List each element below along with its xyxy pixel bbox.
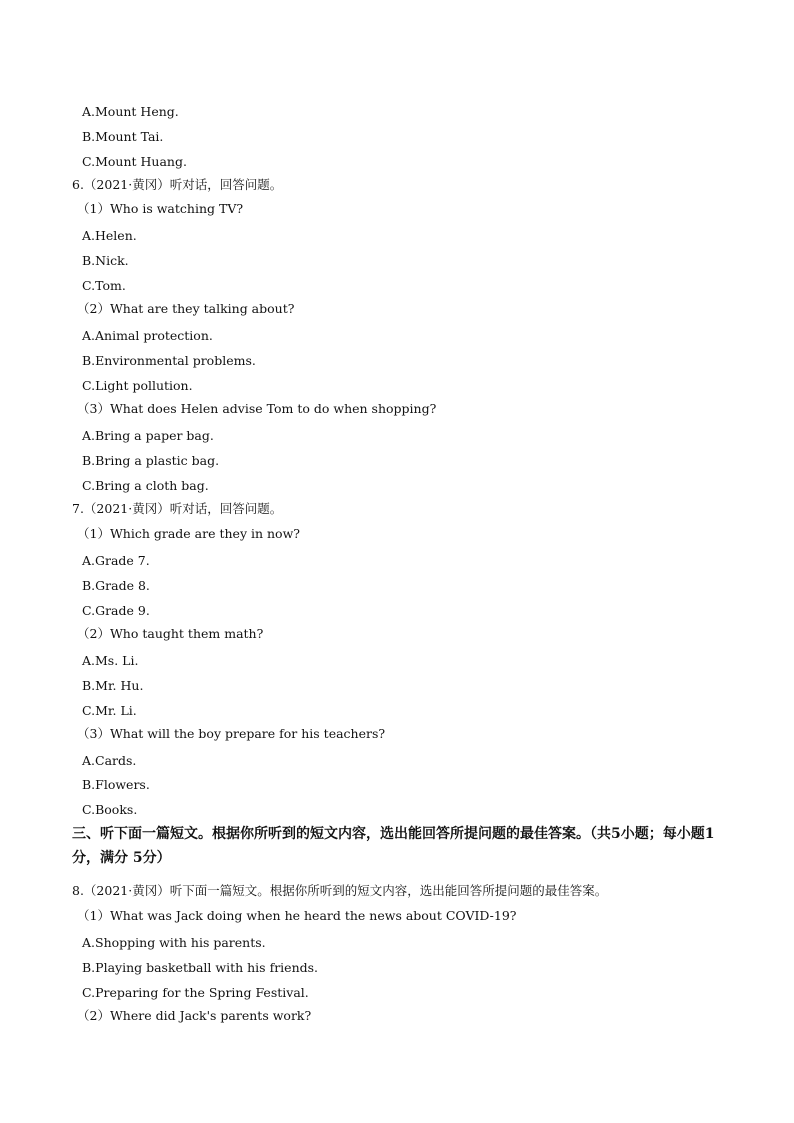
sub-question: （2）Who taught them math? — [77, 626, 264, 641]
answer-option: C.Books. — [82, 802, 138, 817]
answer-option: B.Mount Tai. — [82, 129, 164, 144]
sub-question: （2）Where did Jack's parents work? — [77, 1008, 312, 1023]
answer-option: B.Playing basketball with his friends. — [82, 960, 319, 975]
answer-option: B.Environmental problems. — [82, 353, 256, 368]
question-heading: 6.（2021·黄冈）听对话，回答问题。 — [72, 177, 283, 192]
question-heading: 7.（2021·黄冈）听对话，回答问题。 — [72, 501, 283, 516]
answer-option: C.Grade 9. — [82, 603, 150, 618]
answer-option: A.Mount Heng. — [82, 104, 179, 119]
answer-option: A.Ms. Li. — [82, 653, 139, 668]
sub-question: （1）Who is watching TV? — [77, 201, 244, 216]
answer-option: C.Bring a cloth bag. — [82, 478, 209, 493]
sub-question: （3）What will the boy prepare for his teachers? — [77, 726, 386, 741]
sub-question: （2）What are they talking about? — [77, 301, 295, 316]
answer-option: B.Mr. Hu. — [82, 678, 144, 693]
answer-option: C.Preparing for the Spring Festival. — [82, 985, 309, 1000]
answer-option: B.Nick. — [82, 253, 129, 268]
answer-option: A.Helen. — [82, 228, 137, 243]
answer-option: B.Grade 8. — [82, 578, 150, 593]
sub-question: （3）What does Helen advise Tom to do when shopping? — [77, 401, 437, 416]
answer-option: C.Light pollution. — [82, 378, 193, 393]
question-heading: 8.（2021·黄冈）听下面一篇短文。根据你所听到的短文内容，选出能回答所提问题的最佳答案。 — [72, 883, 608, 898]
answer-option: B.Bring a plastic bag. — [82, 453, 220, 468]
answer-option: A.Bring a paper bag. — [82, 428, 214, 443]
answer-option: A.Grade 7. — [82, 553, 150, 568]
answer-option: B.Flowers. — [82, 777, 150, 792]
answer-option: C.Tom. — [82, 278, 126, 293]
answer-option: C.Mr. Li. — [82, 703, 137, 718]
sub-question: （1）Which grade are they in now? — [77, 526, 300, 541]
answer-option: C.Mount Huang. — [82, 154, 187, 169]
answer-option: A.Shopping with his parents. — [82, 935, 266, 950]
section-heading: 三、听下面一篇短文。根据你所听到的短文内容，选出能回答所提问题的最佳答案。（共5小题；每小题1分，满分 5分） — [72, 826, 715, 866]
answer-option: A.Animal protection. — [82, 328, 213, 343]
answer-option: A.Cards. — [82, 753, 137, 768]
sub-question: （1）What was Jack doing when he heard the news about COVID-19? — [77, 908, 517, 923]
